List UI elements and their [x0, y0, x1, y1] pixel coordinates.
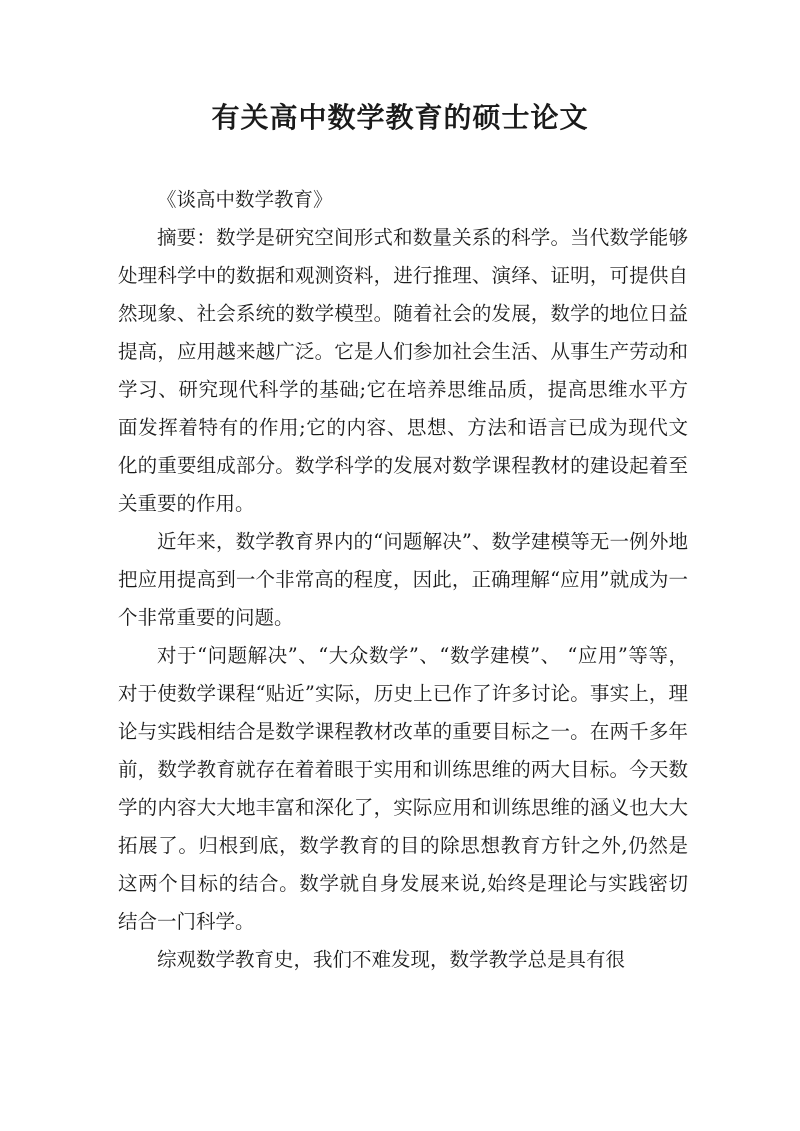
document-body	[118, 181, 688, 979]
paragraph: 近年来，数学教育界内的“问题解决”、数学建模等无一例外地把应用提高到一个非常高的程度，因此，正确理解“应用”就成为一个非常重要的问题。	[118, 530, 688, 629]
document-title: 有关高中数学教育的硕士论文	[211, 101, 589, 134]
paragraph: 对于“问题解决”、“大众数学”、“数学建模”、 “应用”等等，对于使数学课程“贴近”实际，历史上已作了许多讨论。事实上，理论与实践相结合是数学课程教材改革的重要目标之一。在两千多年前，数学教育就存在着着眼于实用和训练思维的两大目标。今天数学的内容大大地丰富和深化了，实际应用和训练思维的涵义也大大拓展了。归根到底，数学教育的目的除思想教育方针之外,仍然是这两个目标的结合。数学就自身发展来说,始终是理论与实践密切结合一门科学。	[118, 644, 688, 933]
paragraph: 综观数学教育史，我们不难发现，数学教学总是具有很	[157, 948, 626, 971]
paragraph-subtitle: 《谈高中数学教育》	[157, 188, 333, 211]
paragraph-abstract: 摘要：数学是研究空间形式和数量关系的科学。当代数学能够处理科学中的数据和观测资料，进行推理、演绎、证明，可提供自然现象、社会系统的数学模型。随着社会的发展，数学的地位日益提高，应用越来越广泛。它是人们参加社会生活、从事生产劳动和学习、研究现代科学的基础;它在培养思维品质，提高思维水平方面发挥着特有的作用;它的内容、思想、方法和语言已成为现代文化的重要组成部分。数学科学的发展对数学课程教材的建设起着至关重要的作用。	[118, 226, 688, 515]
